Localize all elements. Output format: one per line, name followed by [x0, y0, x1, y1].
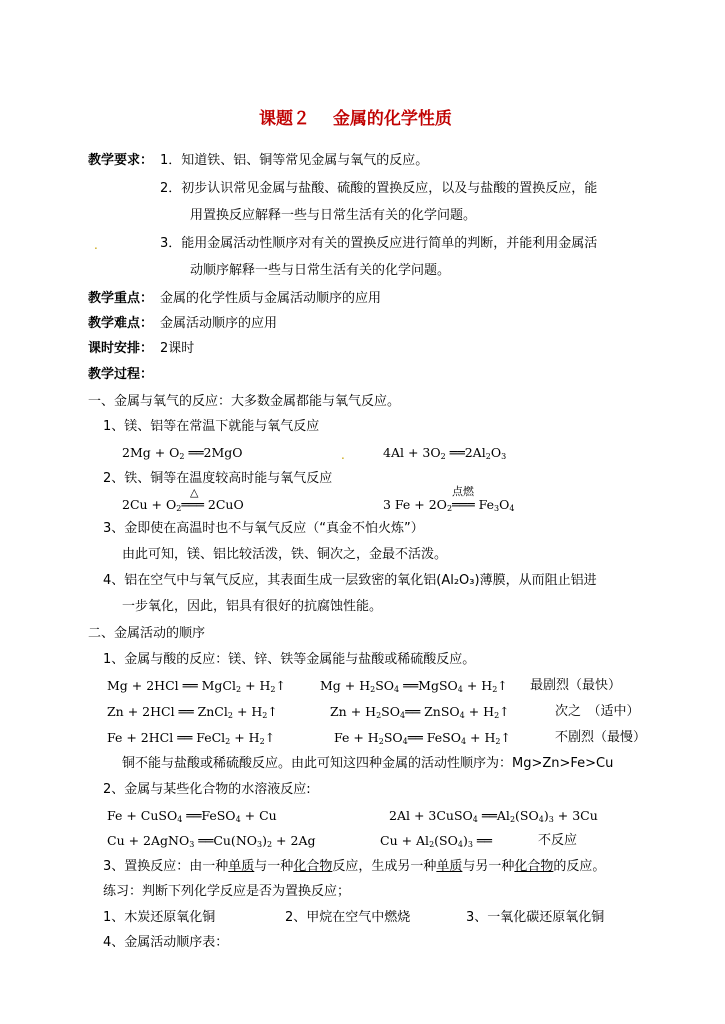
condition-ignite: 点燃	[452, 485, 474, 498]
equation-cu-o2: $2Cu + O_2═══$ 2CuO	[122, 497, 244, 513]
equation-zn-hcl: Zn + 2HCl ══ ZnCl$_2$ + $H_2↑$	[107, 704, 278, 720]
def-term-element-1: 单质	[228, 859, 255, 874]
def-part-e: 的反应。	[553, 859, 606, 874]
observation-zn: 次之 （适中）	[555, 704, 640, 719]
difficulty-text: 金属活动顺序的应用	[160, 316, 278, 331]
s1-point-1: 1、镁、铝等在常温下就能与氧气反应	[103, 419, 320, 434]
exercise-q3: 3、一氧化碳还原氧化铜	[466, 910, 605, 925]
exercise-q1: 1、木炭还原氧化铜	[103, 910, 216, 925]
def-part-d: 与另一种	[462, 859, 515, 874]
key-points-text: 金属的化学性质与金属活动顺序的应用	[160, 291, 382, 306]
s1-point-3-conclusion: 由此可知，镁、铝比较活泼，铁、铜次之，金最不活泼。	[122, 547, 448, 562]
difficulty-label: 教学难点：	[88, 316, 154, 331]
stray-dot: .	[341, 448, 345, 462]
hours-text: 2课时	[160, 341, 195, 356]
no-reaction-label: 不反应	[538, 833, 578, 848]
requirement-3-line1: 3．能用金属活动性顺序对有关的置换反应进行简单的判断，并能利用金属活	[160, 236, 598, 251]
equation-fe-h2so4: $Fe + H_2SO_4══$ FeSO$_4$ + $H_2↑$	[334, 730, 511, 746]
equation-fe-hcl: Fe + 2HCl ══ FeCl$_2$ + $H_2↑$	[107, 730, 276, 746]
equation-cu-agno3: Cu + 2AgNO$_3$ $══Cu(NO_3)_2 + 2Ag$	[107, 833, 316, 849]
page-title: 课题２ 金属的化学性质	[259, 109, 452, 129]
requirements-label: 教学要求：	[88, 153, 154, 168]
section-1-heading: 一、金属与氧气的反应：大多数金属都能与氧气反应。	[88, 394, 401, 409]
requirement-1: 1．知道铁、铝、铜等常见金属与氧气的反应。	[160, 153, 429, 168]
s1-point-4-line1: 4、铝在空气中与氧气反应，其表面生成一层致密的氧化铝(Al₂O₃)薄膜，从而阻止铝进	[103, 573, 597, 588]
observation-mg: 最剧烈（最快）	[530, 678, 622, 693]
def-term-element-2: 单质	[436, 859, 463, 874]
stray-dot: .	[94, 238, 98, 252]
s1-point-4-line2: 一步氧化，因此，铝具有很好的抗腐蚀性能。	[122, 599, 383, 614]
copper-note: 铜不能与盐酸或稀硫酸反应。由此可知这四种金属的活动性顺序为：Mg>Zn>Fe>Cu	[122, 756, 614, 771]
equation-mg-hcl: Mg + 2HCl ══ MgCl$_2$ + $H_2↑$	[107, 678, 286, 694]
s2-point-1: 1、金属与酸的反应：镁、锌、铁等金属能与盐酸或稀硫酸反应。	[103, 652, 476, 667]
equation-cu-al2so43: $Cu + Al_2(SO_4)_3$ ══	[380, 833, 492, 849]
s1-point-3: 3、金即使在高温时也不与氧气反应（“真金不怕火炼”）	[103, 521, 424, 536]
requirement-2-line1: 2．初步认识常见金属与盐酸、硫酸的置换反应，以及与盐酸的置换反应，能	[160, 181, 598, 196]
equation-zn-h2so4: $Zn + H_2SO_4══$ ZnSO$_4$ + $H_2↑$	[330, 704, 510, 720]
process-label: 教学过程：	[88, 367, 154, 382]
key-points-label: 教学重点：	[88, 291, 154, 306]
s2-point-4: 4、金属活动顺序表：	[103, 935, 229, 950]
hours-label: 课时安排：	[88, 341, 154, 356]
s1-point-2: 2、铁、铜等在温度较高时能与氧气反应	[103, 471, 333, 486]
requirement-3-line2: 动顺序解释一些与日常生活有关的化学问题。	[190, 263, 451, 278]
displacement-definition	[103, 858, 605, 876]
equation-fe-cuso4: Fe + CuSO$_4$ ══FeSO$_4$ + Cu	[107, 808, 277, 824]
equation-mg-h2so4: $Mg + H_2SO_4$ ══MgSO$_4$ + $H_2↑$	[320, 678, 508, 694]
observation-fe: 不剧烈（最慢）	[555, 730, 647, 745]
s2-point-2: 2、金属与某些化合物的水溶液反应:	[103, 782, 311, 797]
def-term-compound-1: 化合物	[293, 859, 333, 874]
def-part-b: 与一种	[254, 859, 294, 874]
def-term-compound-2: 化合物	[514, 859, 554, 874]
equation-al-cuso4: 2Al + 3CuSO$_4$ $══Al_2(SO_4)_3 + 3Cu$	[389, 808, 598, 824]
exercise-prompt: 练习：判断下列化学反应是否为置换反应；	[103, 884, 351, 899]
section-2-heading: 二、金属活动的顺序	[88, 626, 206, 641]
equation-fe-o2: 3 $Fe + 2O_2═══$ $Fe_3O_4$	[383, 497, 515, 513]
def-part-c: 反应，生成另一种	[332, 859, 437, 874]
exercise-q2: 2、甲烷在空气中燃烧	[285, 910, 411, 925]
equation-mg-o2: $2Mg + O_2$ ══2MgO	[122, 445, 243, 461]
condition-heat: △	[190, 486, 199, 499]
equation-al-o2: $4Al + 3O_2$ $══2Al_2O_3$	[383, 445, 507, 461]
def-part-a: 3、置换反应：由一种	[103, 859, 229, 874]
requirement-2-line2: 用置换反应解释一些与日常生活有关的化学问题。	[190, 208, 477, 223]
